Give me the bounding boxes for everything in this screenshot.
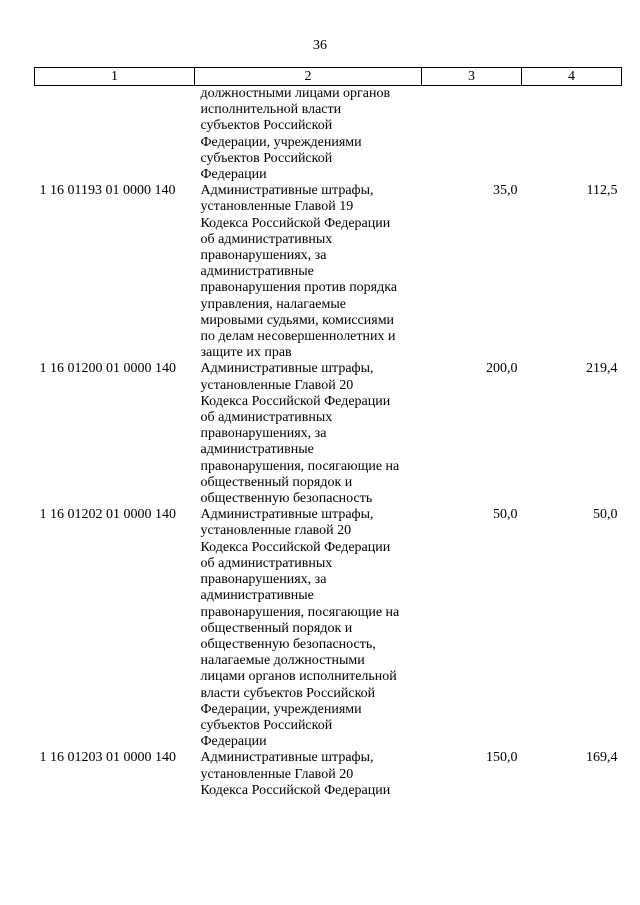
row-name: Административные штрафы, установленные Главой 20 Кодекса Российской Федерации об административных правонарушениях, за административные правонарушения, посягающие на общественный порядок и общественную безопасность bbox=[200, 361, 400, 507]
row-value-col3: 150,0 bbox=[486, 750, 518, 766]
row-value-col3: 50,0 bbox=[493, 507, 518, 523]
column-header-4: 4 bbox=[522, 68, 622, 86]
page-number: 36 bbox=[313, 38, 327, 53]
table-row bbox=[35, 86, 622, 184]
row-value-col4: 50,0 bbox=[593, 507, 618, 523]
row-value-col3 bbox=[422, 86, 522, 184]
row-code: 1 16 01202 01 0000 140 bbox=[39, 507, 176, 523]
row-value-col4: 219,4 bbox=[586, 361, 618, 377]
row-name: должностными лицами органов исполнительной власти субъектов Российской Федерации, учреждениями субъектов Российской Федерации bbox=[200, 86, 391, 183]
row-code: 1 16 01200 01 0000 140 bbox=[39, 361, 176, 377]
budget-table bbox=[34, 67, 622, 799]
table-row bbox=[35, 361, 622, 507]
row-name: Административные штрафы, установленные Главой 20 Кодекса Российской Федерации bbox=[200, 750, 391, 798]
row-code: 1 16 01193 01 0000 140 bbox=[39, 183, 176, 199]
row-code bbox=[35, 86, 195, 184]
row-value-col3: 200,0 bbox=[486, 361, 518, 377]
table-row bbox=[35, 507, 622, 750]
row-value-col4: 112,5 bbox=[586, 183, 618, 199]
column-header-1: 1 bbox=[35, 68, 195, 86]
column-header-2: 2 bbox=[195, 68, 422, 86]
column-header-3: 3 bbox=[422, 68, 522, 86]
row-code: 1 16 01203 01 0000 140 bbox=[39, 750, 176, 766]
row-name: Административные штрафы, установленные главой 20 Кодекса Российской Федерации об административных правонарушениях, за административные правонарушения, посягающие на общественный порядок и общественную безопасность, налагаемые должностными лицами органов исполнительной власти субъектов Российской Федерации, учреждениями субъектов Российской Федерации bbox=[200, 507, 400, 750]
table-row bbox=[35, 183, 622, 361]
row-name: Административные штрафы, установленные Главой 19 Кодекса Российской Федерации об административных правонарушениях, за административные правонарушения против порядка управления, налагаемые мировыми судьями, комиссиями по делам несовершеннолетних и защите их прав bbox=[200, 183, 398, 361]
row-value-col4: 169,4 bbox=[586, 750, 618, 766]
table-row bbox=[35, 750, 622, 799]
row-value-col3: 35,0 bbox=[493, 183, 518, 199]
table-header-row bbox=[35, 68, 622, 86]
row-value-col4 bbox=[522, 86, 622, 184]
